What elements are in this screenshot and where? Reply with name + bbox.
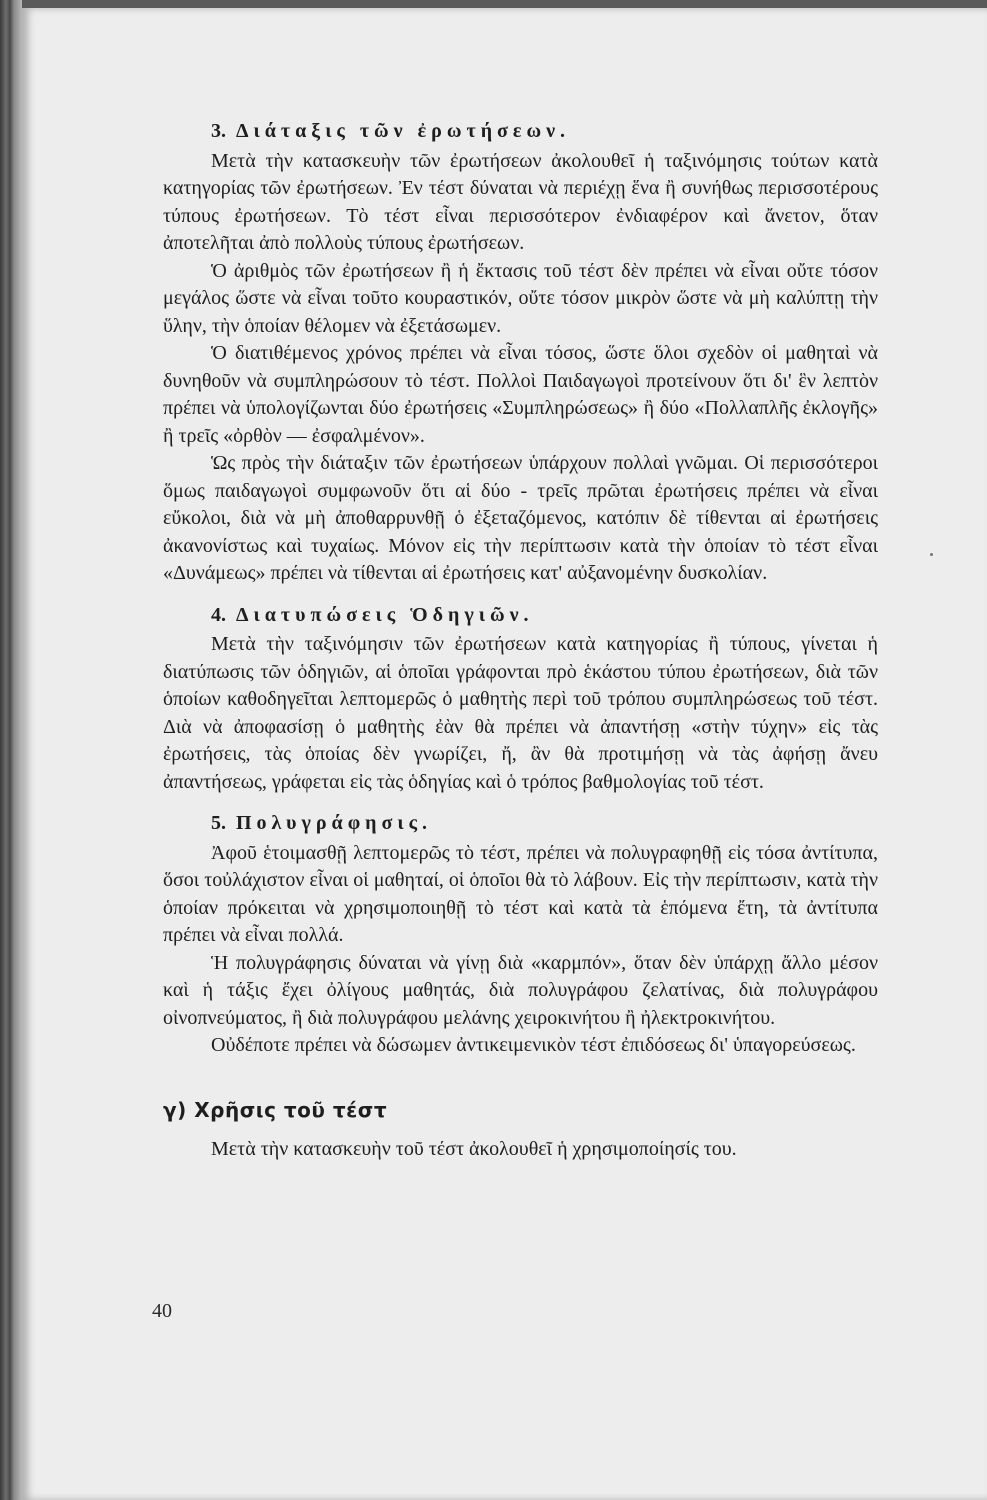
- section-4-instructions: [163, 602, 878, 797]
- paragraph: Ὡς πρὸς τὴν διάταξιν τῶν ἐρωτήσεων ὑπάρχουν πολλαὶ γνῶμαι. Οἱ περισσότεροι ὅμως παιδαγωγοὶ συμφωνοῦν ὅτι αἱ δύο - τρεῖς πρῶται ἐρωτήσεις πρέπει νὰ εἶναι εὔκολοι, διὰ νὰ μὴ ἀποθαρρυνθῇ ὁ ἐξεταζόμενος, κατόπιν δὲ τίθενται αἱ ἐρωτήσεις ἀκανονίστως καὶ τυχαίως. Μόνον εἰς τὴν περίπτωσιν κατὰ τὴν ὁποίαν τὸ τέστ εἶναι «Δυνάμεως» πρέπει νὰ τίθενται αἱ ἐρωτήσεις κατ' αὐξανομένην δυσκολίαν.: [163, 452, 878, 584]
- section-heading: [163, 118, 878, 146]
- subsection-heading: γ) Χρῆσις τοῦ τέστ: [163, 1097, 388, 1122]
- paragraph: Μετὰ τὴν ταξινόμησιν τῶν ἐρωτήσεων κατὰ κατηγορίας ἢ τύπους, γίνεται ἡ διατύπωσις τῶν ὁδηγιῶν, αἱ ὁποῖαι γράφονται πρὸ ἑκάστου τύπου ἐρωτήσεων, διὰ τῶν ὁποίων καθοδηγεῖται λεπτομερῶς ὁ μαθητὴς περὶ τοῦ τρόπου συμπληρώσεως τοῦ τέστ. Διὰ νὰ ἀποφασίσῃ ὁ μαθητὴς ἐὰν θὰ πρέπει νὰ ἀπαντήσῃ «στὴν τύχην» εἰς τὰς ἐρωτήσεις, τὰς ὁποίας δὲν γνωρίζει, ἤ, ἂν θὰ προτιμήσῃ νὰ τὰς ἀφήσῃ ἄνευ ἀπαντήσεως, γράφεται εἰς τὰς ὁδηγίας καὶ ὁ τρόπος βαθμολογίας τοῦ τέστ.: [163, 633, 878, 793]
- section-heading: [163, 602, 878, 630]
- page-content: [163, 118, 878, 1163]
- section-title: Πολυγράφησις.: [236, 812, 433, 834]
- scan-speck: [930, 553, 933, 556]
- page-number: 40: [152, 1300, 172, 1322]
- scan-binding-edge: [0, 0, 22, 1500]
- section-title: Διατυπώσεις Ὁδηγιῶν.: [236, 603, 534, 626]
- paragraph: Ὁ διατιθέμενος χρόνος πρέπει νὰ εἶναι τόσος, ὥστε ὅλοι σχεδὸν οἱ μαθηταὶ νὰ δυνηθοῦν νὰ συμπληρώσουν τὸ τέστ. Πολλοὶ Παιδαγωγοὶ προτείνουν ὅτι δι' ἓν λεπτὸν πρέπει νὰ ὑπολογίζωνται δύο ἐρωτήσεις «Συμπληρώσεως» ἢ δύο «Πολλαπλῆς ἐκλογῆς» ἢ τρεῖς «ὀρθὸν — ἐσφαλμένον».: [163, 342, 878, 447]
- section-number: 3.: [211, 120, 226, 142]
- section-3-question-arrangement: [163, 118, 878, 588]
- section-title: Διάταξις τῶν ἐρωτήσεων.: [236, 120, 571, 142]
- section-heading: [163, 810, 878, 838]
- paragraph: Ὁ ἀριθμὸς τῶν ἐρωτήσεων ἢ ἡ ἔκτασις τοῦ τέστ δὲν πρέπει νὰ εἶναι οὔτε τόσον μεγάλος ὥστε νὰ εἶναι τοῦτο κουραστικόν, οὔτε τόσον μικρὸν ὥστε νὰ μὴ καλύπτῃ τὴν ὕλην, τὴν ὁποίαν θέλομεν νὰ ἐξετάσωμεν.: [163, 259, 878, 337]
- section-5-duplication: [163, 810, 878, 1060]
- section-number: 5.: [211, 812, 226, 834]
- paragraph: Ἀφοῦ ἑτοιμασθῇ λεπτομερῶς τὸ τέστ, πρέπει νὰ πολυγραφηθῇ εἰς τόσα ἀντίτυπα, ὅσοι τοὐλάχιστον εἶναι οἱ μαθηταί, οἱ ὁποῖοι θὰ τὸ λάβουν. Εἰς τὴν περίπτωσιν, κατὰ τὴν ὁποίαν πρόκειται νὰ χρησιμοποιηθῇ τὸ τέστ καὶ κατὰ τὰ ἑπόμενα ἔτη, τὰ ἀντίτυπα πρέπει νὰ εἶναι πολλά.: [163, 841, 878, 946]
- paragraph: Μετὰ τὴν κατασκευὴν τῶν ἐρωτήσεων ἀκολουθεῖ ἡ ταξινόμησις τούτων κατὰ κατηγορίας τῶν ἐρωτήσεων. Ἐν τέστ δύναται νὰ περιέχῃ ἕνα ἢ συνήθως περισσοτέρους τύπους ἐρωτήσεων. Τὸ τέστ εἶναι περισσότερον ἐνδιαφέρον καὶ ἄνετον, ὅταν ἀποτελῆται ἀπὸ πολλοὺς τύπους ἐρωτήσεων.: [163, 149, 878, 254]
- section-number: 4.: [211, 603, 226, 626]
- paragraph: Οὐδέποτε πρέπει νὰ δώσωμεν ἀντικειμενικὸν τέστ ἐπιδόσεως δι' ὑπαγορεύσεως.: [211, 1034, 856, 1056]
- paragraph: Μετὰ τὴν κατασκευὴν τοῦ τέστ ἀκολουθεῖ ἡ χρησιμοποίησίς του.: [211, 1137, 737, 1160]
- paragraph: Ἡ πολυγράφησις δύναται νὰ γίνῃ διὰ «καρμπόν», ὅταν δὲν ὑπάρχῃ ἄλλο μέσον καὶ ἡ τάξις ἔχει ὀλίγους μαθητάς, διὰ πολυγράφου ζελατίνας, διὰ πολυγράφου οἰνοπνεύματος, ἢ διὰ πολυγράφου μελάνης χειροκινήτου ἢ ἠλεκτροκινήτου.: [163, 951, 878, 1029]
